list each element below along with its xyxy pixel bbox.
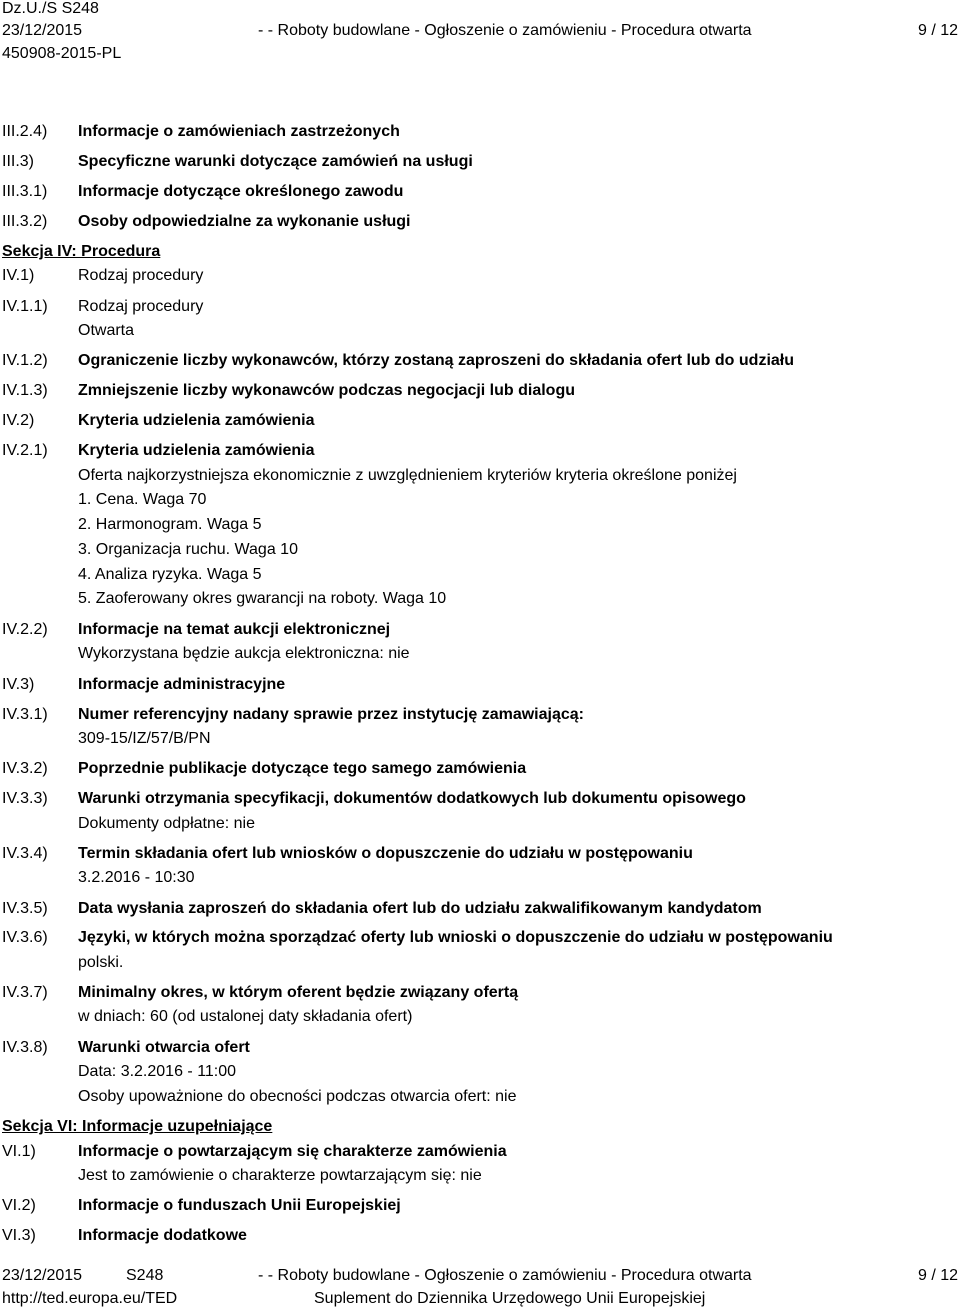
section-value xyxy=(0,813,960,835)
section-number: IV.2.1) xyxy=(2,442,48,459)
section-title: Sekcja VI: Informacje uzupełniające xyxy=(2,1118,273,1135)
minimum-period-value: w dniach: 60 (od ustalonej daty składania ofert) xyxy=(78,1008,413,1025)
section-label: Języki, w których można sporządzać oferty lub wnioski o dopuszczenie do udziału w postępowaniu xyxy=(78,929,833,946)
section-number: VI.1) xyxy=(2,1143,36,1160)
deadline-value: 3.2.2016 - 10:30 xyxy=(78,869,195,886)
section-row xyxy=(0,927,960,949)
section-label: Warunki otrzymania specyfikacji, dokumentów dodatkowych lub dokumentu opisowego xyxy=(78,790,746,807)
opening-date-value: Data: 3.2.2016 - 11:00 xyxy=(78,1063,237,1080)
documents-fee-value: Dokumenty odpłatne: nie xyxy=(78,815,255,832)
section-label: Data wysłania zaproszeń do składania ofert lub do udziału zakwalifikowanym kandydatom xyxy=(78,900,762,917)
section-number: IV.3.6) xyxy=(2,929,48,946)
section-value xyxy=(0,465,960,487)
section-number: III.3.2) xyxy=(2,213,48,230)
reference-number-value: 309-15/IZ/57/B/PN xyxy=(78,730,211,747)
section-label: Informacje o funduszach Unii Europejskiej xyxy=(78,1197,401,1214)
section-number: III.3.1) xyxy=(2,183,48,200)
section-row xyxy=(0,350,960,372)
section-number: IV.1.1) xyxy=(2,298,48,315)
section-number: IV.2.2) xyxy=(2,621,48,638)
criterion-text: 3. Organizacja ruchu. Waga 10 xyxy=(78,541,298,558)
section-row xyxy=(0,1195,960,1217)
criterion-item xyxy=(0,588,960,610)
criterion-text: 5. Zaoferowany okres gwarancji na roboty. Waga 10 xyxy=(78,590,447,607)
section-row xyxy=(0,898,960,920)
section-row xyxy=(0,843,960,865)
section-row xyxy=(0,211,960,233)
award-criteria-value: Oferta najkorzystniejsza ekonomicznie z uwzględnieniem kryteriów kryteria określone poniżej xyxy=(78,467,737,484)
footer-publication: Suplement do Dziennika Urzędowego Unii Europejskiej xyxy=(314,1290,706,1307)
section-label: Informacje administracyjne xyxy=(78,676,286,693)
section-row xyxy=(0,1037,960,1059)
procedure-type-value: Otwarta xyxy=(78,322,135,339)
section-row xyxy=(0,619,960,641)
section-row xyxy=(0,674,960,696)
section-number: IV.3) xyxy=(2,676,35,693)
footer-url-link[interactable]: http://ted.europa.eu/TED xyxy=(2,1290,178,1307)
opening-attendance-value: Osoby upoważnione do obecności podczas otwarcia ofert: nie xyxy=(78,1088,517,1105)
section-value xyxy=(0,728,960,750)
section-row xyxy=(0,265,960,287)
criterion-text: 2. Harmonogram. Waga 5 xyxy=(78,516,262,533)
section-value xyxy=(0,952,960,974)
criterion-item xyxy=(0,539,960,561)
header-date: 23/12/2015 xyxy=(2,22,83,39)
section-number: IV.1.3) xyxy=(2,382,48,399)
footer-date: 23/12/2015 xyxy=(2,1267,83,1284)
section-row xyxy=(0,788,960,810)
section-value xyxy=(0,867,960,889)
section-label: Ograniczenie liczby wykonawców, którzy zostaną zaproszeni do składania ofert lub do udziału xyxy=(78,352,794,369)
section-number: VI.2) xyxy=(2,1197,36,1214)
section-number: IV.3.7) xyxy=(2,984,48,1001)
section-number: III.2.4) xyxy=(2,123,48,140)
section-number: IV.3.1) xyxy=(2,706,48,723)
section-label: Warunki otwarcia ofert xyxy=(78,1039,250,1056)
section-label: Minimalny okres, w którym oferent będzie związany ofertą xyxy=(78,984,519,1001)
section-number: IV.3.2) xyxy=(2,760,48,777)
section-label: Specyficzne warunki dotyczące zamówień na usługi xyxy=(78,153,473,170)
section-heading-iv xyxy=(0,241,960,263)
section-label: Informacje dodatkowe xyxy=(78,1227,247,1244)
section-label: Informacje o powtarzającym się charakterze zamówienia xyxy=(78,1143,507,1160)
journal-ref: Dz.U./S S248 xyxy=(2,0,99,17)
section-number: IV.1) xyxy=(2,267,35,284)
section-heading-vi xyxy=(0,1116,960,1138)
section-label: Kryteria udzielenia zamówienia xyxy=(78,442,315,459)
page-header xyxy=(2,0,958,68)
languages-value: polski. xyxy=(78,954,124,971)
section-value xyxy=(0,1086,960,1108)
section-row xyxy=(0,121,960,143)
section-row xyxy=(0,758,960,780)
section-label: Rodzaj procedury xyxy=(78,298,204,315)
section-number: III.3) xyxy=(2,153,35,170)
recurrence-value: Jest to zamówienie o charakterze powtarzającym się: nie xyxy=(78,1167,482,1184)
criterion-item xyxy=(0,514,960,536)
criterion-item xyxy=(0,564,960,586)
criterion-text: 4. Analiza ryzyka. Waga 5 xyxy=(78,566,262,583)
section-number: VI.3) xyxy=(2,1227,36,1244)
section-number: IV.3.8) xyxy=(2,1039,48,1056)
section-row xyxy=(0,296,960,318)
criterion-text: 1. Cena. Waga 70 xyxy=(78,491,207,508)
section-row xyxy=(0,380,960,402)
header-page-number: 9 / 12 xyxy=(917,22,958,39)
e-auction-value: Wykorzystana będzie aukcja elektroniczna: nie xyxy=(78,645,410,662)
footer-issue: S248 xyxy=(126,1267,164,1284)
section-row xyxy=(0,151,960,173)
section-label: Informacje dotyczące określonego zawodu xyxy=(78,183,404,200)
section-number: IV.3.5) xyxy=(2,900,48,917)
section-row xyxy=(0,982,960,1004)
section-row xyxy=(0,440,960,462)
page-footer xyxy=(2,1265,958,1311)
section-label: Zmniejszenie liczby wykonawców podczas negocjacji lub dialogu xyxy=(78,382,575,399)
footer-title: - - Roboty budowlane - Ogłoszenie o zamówieniu - Procedura otwarta xyxy=(258,1267,752,1284)
section-label: Rodzaj procedury xyxy=(78,267,204,284)
section-value xyxy=(0,1006,960,1028)
section-row xyxy=(0,704,960,726)
section-label: Osoby odpowiedzialne za wykonanie usługi xyxy=(78,213,411,230)
section-value xyxy=(0,643,960,665)
section-number: IV.3.3) xyxy=(2,790,48,807)
section-label: Poprzednie publikacje dotyczące tego samego zamówienia xyxy=(78,760,527,777)
header-title: - - Roboty budowlane - Ogłoszenie o zamówieniu - Procedura otwarta xyxy=(258,22,752,39)
section-row xyxy=(0,410,960,432)
section-number: IV.3.4) xyxy=(2,845,48,862)
section-label: Termin składania ofert lub wniosków o dopuszczenie do udziału w postępowaniu xyxy=(78,845,693,862)
section-label: Numer referencyjny nadany sprawie przez instytucję zamawiającą: xyxy=(78,706,584,723)
section-row xyxy=(0,1225,960,1247)
section-number: IV.1.2) xyxy=(2,352,48,369)
section-value xyxy=(0,1165,960,1187)
section-row xyxy=(0,1141,960,1163)
notice-id: 450908-2015-PL xyxy=(2,45,122,62)
criterion-item xyxy=(0,489,960,511)
section-value xyxy=(0,320,960,342)
section-label: Kryteria udzielenia zamówienia xyxy=(78,412,315,429)
section-label: Informacje na temat aukcji elektronicznej xyxy=(78,621,391,638)
section-title: Sekcja IV: Procedura xyxy=(2,243,161,260)
section-value xyxy=(0,1061,960,1083)
section-number: IV.2) xyxy=(2,412,35,429)
section-label: Informacje o zamówieniach zastrzeżonych xyxy=(78,123,400,140)
section-row xyxy=(0,181,960,203)
footer-page-number: 9 / 12 xyxy=(917,1267,958,1284)
